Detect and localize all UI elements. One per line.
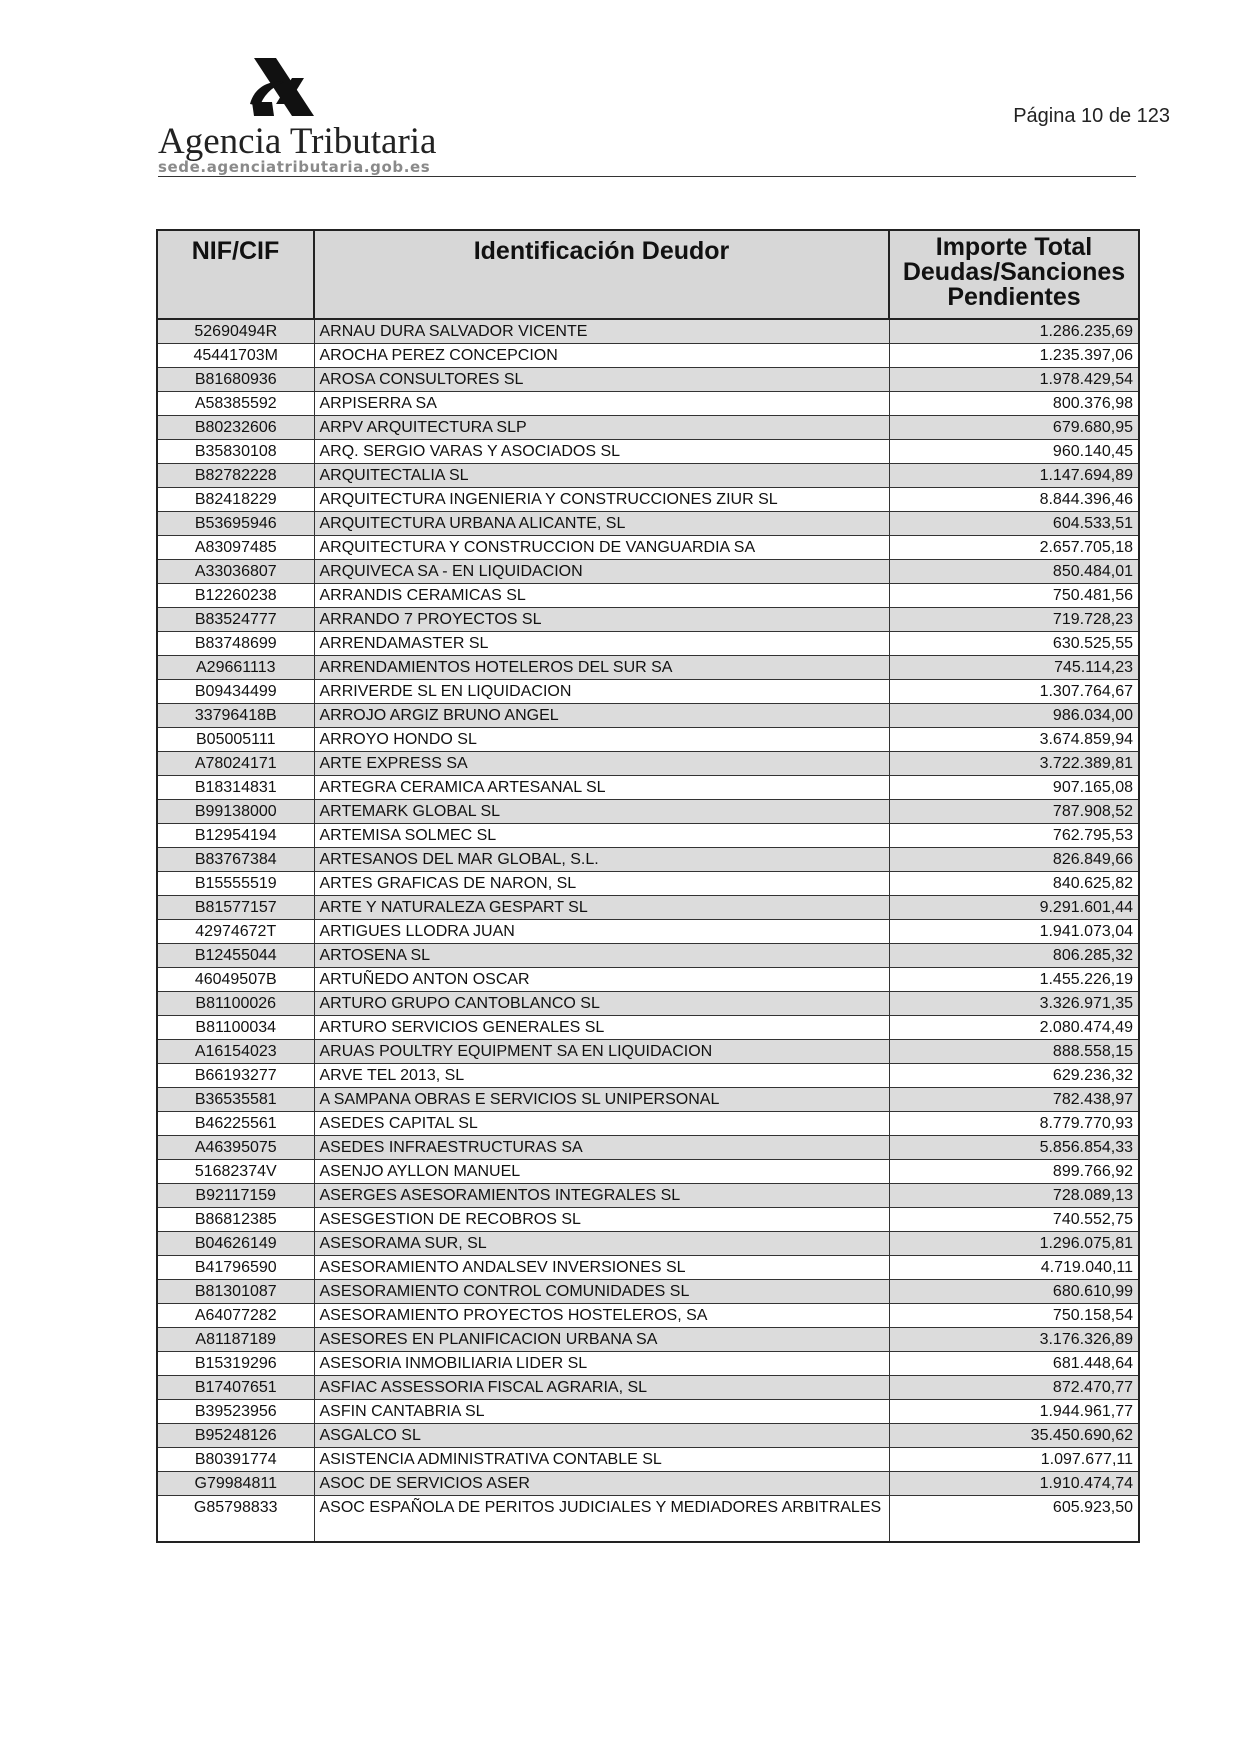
column-header-amount: Importe Total Deudas/Sanciones Pendientes xyxy=(889,230,1139,319)
nif-cell: B83748699 xyxy=(157,632,314,656)
amount-cell: 907.165,08 xyxy=(889,776,1139,800)
table-row xyxy=(157,1064,1139,1088)
table-row xyxy=(157,1280,1139,1304)
debtor-name-cell: ASESORAMA SUR, SL xyxy=(314,1232,889,1256)
amount-cell: 782.438,97 xyxy=(889,1088,1139,1112)
page-number: Página 10 de 123 xyxy=(1013,105,1170,127)
table-row xyxy=(157,392,1139,416)
nif-cell: B18314831 xyxy=(157,776,314,800)
debtors-table-container xyxy=(156,229,1138,1543)
nif-cell: A16154023 xyxy=(157,1040,314,1064)
nif-cell: 51682374V xyxy=(157,1160,314,1184)
table-row xyxy=(157,1424,1139,1448)
amount-cell: 680.610,99 xyxy=(889,1280,1139,1304)
nif-cell: B81100034 xyxy=(157,1016,314,1040)
debtor-name-cell: ARPV ARQUITECTURA SLP xyxy=(314,416,889,440)
debtor-name-cell: ARTE EXPRESS SA xyxy=(314,752,889,776)
table-row xyxy=(157,992,1139,1016)
amount-cell: 787.908,52 xyxy=(889,800,1139,824)
debtor-name-cell: ARTOSENA SL xyxy=(314,944,889,968)
table-row xyxy=(157,848,1139,872)
amount-cell: 872.470,77 xyxy=(889,1376,1139,1400)
table-row xyxy=(157,1040,1139,1064)
table-row xyxy=(157,920,1139,944)
table-row xyxy=(157,488,1139,512)
debtor-name-cell: ARRENDAMASTER SL xyxy=(314,632,889,656)
table-body xyxy=(157,319,1139,1542)
header-divider xyxy=(158,176,1136,177)
nif-cell: A81187189 xyxy=(157,1328,314,1352)
table-row xyxy=(157,1256,1139,1280)
table-row xyxy=(157,728,1139,752)
debtor-name-cell: ARROJO ARGIZ BRUNO ANGEL xyxy=(314,704,889,728)
amount-cell: 826.849,66 xyxy=(889,848,1139,872)
table-row xyxy=(157,944,1139,968)
debtors-table xyxy=(156,229,1140,1543)
amount-cell: 719.728,23 xyxy=(889,608,1139,632)
debtor-name-cell: A SAMPANA OBRAS E SERVICIOS SL UNIPERSONAL xyxy=(314,1088,889,1112)
amount-cell: 740.552,75 xyxy=(889,1208,1139,1232)
amount-cell: 960.140,45 xyxy=(889,440,1139,464)
nif-cell: B83767384 xyxy=(157,848,314,872)
nif-cell: A33036807 xyxy=(157,560,314,584)
nif-cell: B36535581 xyxy=(157,1088,314,1112)
amount-cell: 1.307.764,67 xyxy=(889,680,1139,704)
nif-cell: 46049507B xyxy=(157,968,314,992)
table-row xyxy=(157,1376,1139,1400)
amount-cell: 899.766,92 xyxy=(889,1160,1139,1184)
nif-cell: A29661113 xyxy=(157,656,314,680)
table-row xyxy=(157,968,1139,992)
amount-cell: 1.941.073,04 xyxy=(889,920,1139,944)
amount-cell: 1.097.677,11 xyxy=(889,1448,1139,1472)
amount-cell: 1.147.694,89 xyxy=(889,464,1139,488)
nif-cell: B95248126 xyxy=(157,1424,314,1448)
debtor-name-cell: ASOC DE SERVICIOS ASER xyxy=(314,1472,889,1496)
amount-cell: 35.450.690,62 xyxy=(889,1424,1139,1448)
table-row xyxy=(157,608,1139,632)
nif-cell: G85798833 xyxy=(157,1496,314,1543)
debtor-name-cell: ARQ. SERGIO VARAS Y ASOCIADOS SL xyxy=(314,440,889,464)
table-row xyxy=(157,680,1139,704)
debtor-name-cell: ARRANDIS CERAMICAS SL xyxy=(314,584,889,608)
amount-cell: 1.235.397,06 xyxy=(889,344,1139,368)
debtor-name-cell: ARTURO GRUPO CANTOBLANCO SL xyxy=(314,992,889,1016)
nif-cell: B12260238 xyxy=(157,584,314,608)
debtor-name-cell: ASERGES ASESORAMIENTOS INTEGRALES SL xyxy=(314,1184,889,1208)
table-row xyxy=(157,512,1139,536)
nif-cell: B05005111 xyxy=(157,728,314,752)
amount-cell: 1.296.075,81 xyxy=(889,1232,1139,1256)
nif-cell: B15555519 xyxy=(157,872,314,896)
nif-cell: B09434499 xyxy=(157,680,314,704)
debtor-name-cell: ARQUIVECA SA - EN LIQUIDACION xyxy=(314,560,889,584)
table-row xyxy=(157,1352,1139,1376)
amount-cell: 4.719.040,11 xyxy=(889,1256,1139,1280)
table-row xyxy=(157,1208,1139,1232)
amount-cell: 1.978.429,54 xyxy=(889,368,1139,392)
agency-logo xyxy=(158,58,437,178)
amount-cell: 750.481,56 xyxy=(889,584,1139,608)
nif-cell: A78024171 xyxy=(157,752,314,776)
table-row xyxy=(157,536,1139,560)
amount-cell: 2.080.474,49 xyxy=(889,1016,1139,1040)
nif-cell: 33796418B xyxy=(157,704,314,728)
nif-cell: B80232606 xyxy=(157,416,314,440)
debtor-name-cell: ARTEMISA SOLMEC SL xyxy=(314,824,889,848)
amount-cell: 745.114,23 xyxy=(889,656,1139,680)
nif-cell: 52690494R xyxy=(157,319,314,344)
nif-cell: A46395075 xyxy=(157,1136,314,1160)
nif-cell: B39523956 xyxy=(157,1400,314,1424)
table-row xyxy=(157,319,1139,344)
table-row xyxy=(157,1496,1139,1543)
table-row xyxy=(157,752,1139,776)
nif-cell: B80391774 xyxy=(157,1448,314,1472)
brand-name: Agencia Tributaria xyxy=(158,121,437,162)
amount-cell: 605.923,50 xyxy=(889,1496,1139,1543)
nif-cell: B17407651 xyxy=(157,1376,314,1400)
agencia-tributaria-logo-icon xyxy=(244,58,324,122)
debtor-name-cell: ARROYO HONDO SL xyxy=(314,728,889,752)
amount-cell: 9.291.601,44 xyxy=(889,896,1139,920)
nif-cell: B92117159 xyxy=(157,1184,314,1208)
debtor-name-cell: ARPISERRA SA xyxy=(314,392,889,416)
debtor-name-cell: ASESORIA INMOBILIARIA LIDER SL xyxy=(314,1352,889,1376)
table-row xyxy=(157,1448,1139,1472)
amount-cell: 2.657.705,18 xyxy=(889,536,1139,560)
debtor-name-cell: ASESORAMIENTO CONTROL COMUNIDADES SL xyxy=(314,1280,889,1304)
debtor-name-cell: ARQUITECTALIA SL xyxy=(314,464,889,488)
table-row xyxy=(157,344,1139,368)
amount-cell: 3.326.971,35 xyxy=(889,992,1139,1016)
debtor-name-cell: ARUAS POULTRY EQUIPMENT SA EN LIQUIDACION xyxy=(314,1040,889,1064)
table-row xyxy=(157,1136,1139,1160)
debtor-name-cell: ARTESANOS DEL MAR GLOBAL, S.L. xyxy=(314,848,889,872)
nif-cell: B81680936 xyxy=(157,368,314,392)
nif-cell: A64077282 xyxy=(157,1304,314,1328)
amount-cell: 1.910.474,74 xyxy=(889,1472,1139,1496)
debtor-name-cell: ASESORAMIENTO ANDALSEV INVERSIONES SL xyxy=(314,1256,889,1280)
debtor-name-cell: ARQUITECTURA URBANA ALICANTE, SL xyxy=(314,512,889,536)
amount-cell: 630.525,55 xyxy=(889,632,1139,656)
nif-cell: B83524777 xyxy=(157,608,314,632)
nif-cell: B86812385 xyxy=(157,1208,314,1232)
debtor-name-cell: ARTES GRAFICAS DE NARON, SL xyxy=(314,872,889,896)
nif-cell: B41796590 xyxy=(157,1256,314,1280)
nif-cell: B12954194 xyxy=(157,824,314,848)
debtor-name-cell: ARTUÑEDO ANTON OSCAR xyxy=(314,968,889,992)
nif-cell: B12455044 xyxy=(157,944,314,968)
table-row xyxy=(157,464,1139,488)
table-row xyxy=(157,1016,1139,1040)
debtor-name-cell: ARTURO SERVICIOS GENERALES SL xyxy=(314,1016,889,1040)
nif-cell: A83097485 xyxy=(157,536,314,560)
debtor-name-cell: ASFIN CANTABRIA SL xyxy=(314,1400,889,1424)
debtor-name-cell: ARQUITECTURA INGENIERIA Y CONSTRUCCIONES ZIUR SL xyxy=(314,488,889,512)
amount-cell: 1.944.961,77 xyxy=(889,1400,1139,1424)
table-row xyxy=(157,560,1139,584)
column-header-debtor: Identificación Deudor xyxy=(314,230,889,319)
debtor-name-cell: ASGALCO SL xyxy=(314,1424,889,1448)
nif-cell: B53695946 xyxy=(157,512,314,536)
debtor-name-cell: ARRANDO 7 PROYECTOS SL xyxy=(314,608,889,632)
table-row xyxy=(157,800,1139,824)
debtor-name-cell: ARVE TEL 2013, SL xyxy=(314,1064,889,1088)
table-row xyxy=(157,704,1139,728)
nif-cell: B81100026 xyxy=(157,992,314,1016)
table-row xyxy=(157,1232,1139,1256)
table-row xyxy=(157,1328,1139,1352)
amount-cell: 5.856.854,33 xyxy=(889,1136,1139,1160)
debtor-name-cell: ASOC ESPAÑOLA DE PERITOS JUDICIALES Y MEDIADORES ARBITRALES xyxy=(314,1496,889,1543)
debtor-name-cell: ASISTENCIA ADMINISTRATIVA CONTABLE SL xyxy=(314,1448,889,1472)
amount-cell: 8.844.396,46 xyxy=(889,488,1139,512)
nif-cell: B35830108 xyxy=(157,440,314,464)
debtor-name-cell: ARQUITECTURA Y CONSTRUCCION DE VANGUARDIA SA xyxy=(314,536,889,560)
debtor-name-cell: ARTEGRA CERAMICA ARTESANAL SL xyxy=(314,776,889,800)
table-row xyxy=(157,776,1139,800)
amount-cell: 679.680,95 xyxy=(889,416,1139,440)
debtor-name-cell: AROSA CONSULTORES SL xyxy=(314,368,889,392)
nif-cell: B99138000 xyxy=(157,800,314,824)
amount-cell: 629.236,32 xyxy=(889,1064,1139,1088)
nif-cell: 45441703M xyxy=(157,344,314,368)
table-row xyxy=(157,1472,1139,1496)
table-row xyxy=(157,416,1139,440)
amount-cell: 3.176.326,89 xyxy=(889,1328,1139,1352)
nif-cell: B04626149 xyxy=(157,1232,314,1256)
table-header-row xyxy=(157,230,1139,319)
debtor-name-cell: ASESGESTION DE RECOBROS SL xyxy=(314,1208,889,1232)
amount-cell: 3.674.859,94 xyxy=(889,728,1139,752)
table-row xyxy=(157,1304,1139,1328)
table-row xyxy=(157,584,1139,608)
debtor-name-cell: ASESORAMIENTO PROYECTOS HOSTELEROS, SA xyxy=(314,1304,889,1328)
nif-cell: B82782228 xyxy=(157,464,314,488)
nif-cell: B66193277 xyxy=(157,1064,314,1088)
table-row xyxy=(157,1160,1139,1184)
nif-cell: 42974672T xyxy=(157,920,314,944)
table-row xyxy=(157,872,1139,896)
amount-cell: 3.722.389,81 xyxy=(889,752,1139,776)
column-header-nif: NIF/CIF xyxy=(157,230,314,319)
debtor-name-cell: ARTE Y NATURALEZA GESPART SL xyxy=(314,896,889,920)
debtor-name-cell: ARRIVERDE SL EN LIQUIDACION xyxy=(314,680,889,704)
nif-cell: B81301087 xyxy=(157,1280,314,1304)
amount-cell: 604.533,51 xyxy=(889,512,1139,536)
nif-cell: A58385592 xyxy=(157,392,314,416)
nif-cell: B81577157 xyxy=(157,896,314,920)
table-row xyxy=(157,1088,1139,1112)
table-row xyxy=(157,368,1139,392)
debtor-name-cell: ASENJO AYLLON MANUEL xyxy=(314,1160,889,1184)
amount-cell: 728.089,13 xyxy=(889,1184,1139,1208)
table-row xyxy=(157,824,1139,848)
table-row xyxy=(157,656,1139,680)
table-row xyxy=(157,896,1139,920)
nif-cell: B15319296 xyxy=(157,1352,314,1376)
brand-url: sede.agenciatributaria.gob.es xyxy=(158,158,431,176)
amount-cell: 888.558,15 xyxy=(889,1040,1139,1064)
nif-cell: G79984811 xyxy=(157,1472,314,1496)
amount-cell: 986.034,00 xyxy=(889,704,1139,728)
debtor-name-cell: ASFIAC ASSESSORIA FISCAL AGRARIA, SL xyxy=(314,1376,889,1400)
debtor-name-cell: AROCHA PEREZ CONCEPCION xyxy=(314,344,889,368)
debtor-name-cell: ASESORES EN PLANIFICACION URBANA SA xyxy=(314,1328,889,1352)
amount-cell: 800.376,98 xyxy=(889,392,1139,416)
amount-cell: 850.484,01 xyxy=(889,560,1139,584)
nif-cell: B46225561 xyxy=(157,1112,314,1136)
debtor-name-cell: ASEDES CAPITAL SL xyxy=(314,1112,889,1136)
amount-cell: 8.779.770,93 xyxy=(889,1112,1139,1136)
amount-cell: 762.795,53 xyxy=(889,824,1139,848)
debtor-name-cell: ASEDES INFRAESTRUCTURAS SA xyxy=(314,1136,889,1160)
amount-cell: 840.625,82 xyxy=(889,872,1139,896)
nif-cell: B82418229 xyxy=(157,488,314,512)
amount-cell: 1.286.235,69 xyxy=(889,319,1139,344)
table-row xyxy=(157,632,1139,656)
table-row xyxy=(157,1400,1139,1424)
debtor-name-cell: ARTIGUES LLODRA JUAN xyxy=(314,920,889,944)
amount-cell: 806.285,32 xyxy=(889,944,1139,968)
table-row xyxy=(157,1112,1139,1136)
debtor-name-cell: ARTEMARK GLOBAL SL xyxy=(314,800,889,824)
amount-cell: 750.158,54 xyxy=(889,1304,1139,1328)
debtor-name-cell: ARRENDAMIENTOS HOTELEROS DEL SUR SA xyxy=(314,656,889,680)
amount-cell: 681.448,64 xyxy=(889,1352,1139,1376)
debtor-name-cell: ARNAU DURA SALVADOR VICENTE xyxy=(314,319,889,344)
amount-cell: 1.455.226,19 xyxy=(889,968,1139,992)
table-row xyxy=(157,440,1139,464)
table-row xyxy=(157,1184,1139,1208)
